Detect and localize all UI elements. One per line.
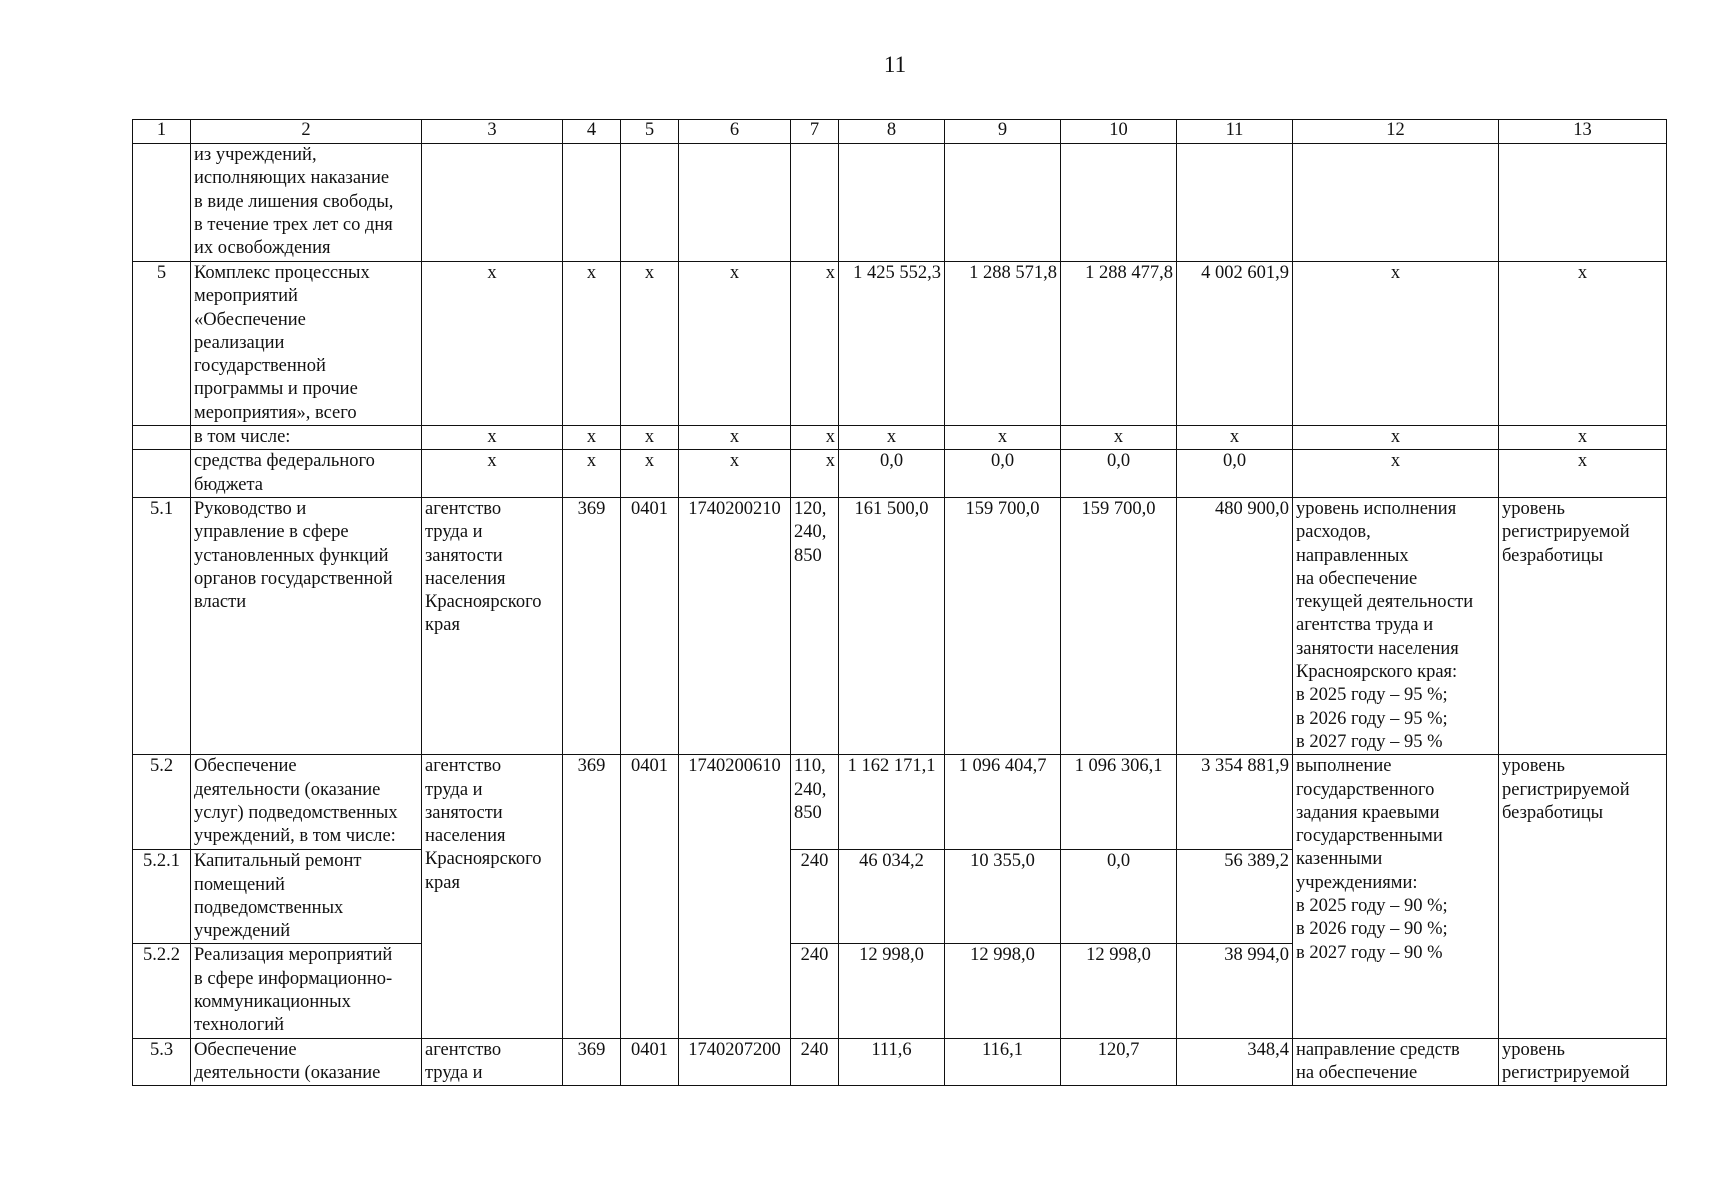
page-number: 11 (883, 52, 907, 77)
row-number: 5.2 (133, 755, 191, 850)
cell: 38 994,0 (1177, 944, 1293, 1038)
cell: х (679, 450, 791, 498)
cell: х (1293, 426, 1499, 450)
program-table (132, 119, 1667, 1086)
table-row (133, 426, 1667, 450)
header-cell: 3 (422, 120, 563, 144)
row-number: 5.2.2 (133, 944, 191, 1038)
cell: 369 (563, 1038, 621, 1086)
cell: х (1499, 426, 1667, 450)
cell: 111,6 (839, 1038, 945, 1086)
cell: выполнение государственного задания краевыми государственными казенными учреждениями: в 2025 году – 90 %; в 2026 году – 90 %; в 2027 году – 90 % (1293, 755, 1499, 1038)
cell: х (621, 262, 679, 426)
cell: х (621, 450, 679, 498)
cell (1293, 144, 1499, 262)
cell: 120, 240, 850 (791, 497, 839, 754)
row-name: из учреждений, исполняющих наказание в виде лишения свободы, в течение трех лет со дня их освобождения (191, 144, 422, 262)
cell: 1 096 306,1 (1061, 755, 1177, 850)
cell (945, 144, 1061, 262)
cell: 159 700,0 (1061, 497, 1177, 754)
cell: 1 288 477,8 (1061, 262, 1177, 426)
cell (1177, 144, 1293, 262)
row-number (133, 426, 191, 450)
cell (1499, 144, 1667, 262)
cell: х (1061, 426, 1177, 450)
cell: 56 389,2 (1177, 850, 1293, 944)
cell: х (791, 426, 839, 450)
row-name: Руководство и управление в сфере установленных функций органов государственной власти (191, 497, 422, 754)
cell (679, 144, 791, 262)
cell: 0,0 (945, 450, 1061, 498)
cell: 369 (563, 755, 621, 1038)
row-name: Капитальный ремонт помещений подведомственных учреждений (191, 850, 422, 944)
cell: 240 (791, 1038, 839, 1086)
cell: 161 500,0 (839, 497, 945, 754)
cell: уровень регистрируемой (1499, 1038, 1667, 1086)
cell: 240 (791, 944, 839, 1038)
cell: 12 998,0 (1061, 944, 1177, 1038)
cell: 1 288 571,8 (945, 262, 1061, 426)
cell: 348,4 (1177, 1038, 1293, 1086)
cell (791, 144, 839, 262)
cell: х (422, 262, 563, 426)
cell: х (1293, 450, 1499, 498)
cell: 10 355,0 (945, 850, 1061, 944)
row-name: Обеспечение деятельности (оказание услуг) подведомственных учреждений, в том числе: (191, 755, 422, 850)
cell: 110, 240, 850 (791, 755, 839, 850)
header-cell: 10 (1061, 120, 1177, 144)
header-cell: 2 (191, 120, 422, 144)
row-number (133, 450, 191, 498)
cell: 1740200610 (679, 755, 791, 1038)
table-row (133, 144, 1667, 262)
cell: 12 998,0 (945, 944, 1061, 1038)
cell: 0401 (621, 1038, 679, 1086)
cell: х (839, 426, 945, 450)
row-number: 5.2.1 (133, 850, 191, 944)
row-number (133, 144, 191, 262)
header-cell: 9 (945, 120, 1061, 144)
header-row (133, 120, 1667, 144)
cell: 1740207200 (679, 1038, 791, 1086)
cell: х (563, 426, 621, 450)
cell: 1740200210 (679, 497, 791, 754)
cell: х (945, 426, 1061, 450)
cell: 1 162 171,1 (839, 755, 945, 850)
cell: 240 (791, 850, 839, 944)
cell: 0,0 (1177, 450, 1293, 498)
cell (422, 144, 563, 262)
cell: 369 (563, 497, 621, 754)
cell: х (1499, 450, 1667, 498)
table-row (133, 450, 1667, 498)
cell: 1 096 404,7 (945, 755, 1061, 850)
table-row (133, 497, 1667, 754)
cell (1061, 144, 1177, 262)
table-row (133, 1038, 1667, 1086)
header-cell: 12 (1293, 120, 1499, 144)
cell: 159 700,0 (945, 497, 1061, 754)
row-number: 5.3 (133, 1038, 191, 1086)
cell: х (1293, 262, 1499, 426)
cell: х (563, 262, 621, 426)
cell: агентство труда и (422, 1038, 563, 1086)
header-cell: 6 (679, 120, 791, 144)
cell: 12 998,0 (839, 944, 945, 1038)
cell: х (563, 450, 621, 498)
row-name: Реализация мероприятий в сфере информационно- коммуникационных технологий (191, 944, 422, 1038)
cell: х (791, 262, 839, 426)
header-cell: 4 (563, 120, 621, 144)
cell: уровень регистрируемой безработицы (1499, 497, 1667, 754)
header-cell: 1 (133, 120, 191, 144)
cell: х (1499, 262, 1667, 426)
cell: 0401 (621, 755, 679, 1038)
cell: 0,0 (1061, 850, 1177, 944)
cell: 0,0 (1061, 450, 1177, 498)
row-name: средства федерального бюджета (191, 450, 422, 498)
cell: направление средств на обеспечение (1293, 1038, 1499, 1086)
row-name: Обеспечение деятельности (оказание (191, 1038, 422, 1086)
cell: 3 354 881,9 (1177, 755, 1293, 850)
cell: агентство труда и занятости населения Красноярского края (422, 755, 563, 1038)
header-cell: 5 (621, 120, 679, 144)
row-name: Комплекс процессных мероприятий «Обеспечение реализации государственной программы и прочие мероприятия», всего (191, 262, 422, 426)
cell: 4 002 601,9 (1177, 262, 1293, 426)
row-number: 5 (133, 262, 191, 426)
header-cell: 7 (791, 120, 839, 144)
cell (621, 144, 679, 262)
cell (563, 144, 621, 262)
cell: х (621, 426, 679, 450)
cell: 0,0 (839, 450, 945, 498)
table-row (133, 262, 1667, 426)
cell: х (422, 426, 563, 450)
header-cell: 13 (1499, 120, 1667, 144)
cell: 116,1 (945, 1038, 1061, 1086)
cell: агентство труда и занятости населения Красноярского края (422, 497, 563, 754)
cell: х (791, 450, 839, 498)
cell: 480 900,0 (1177, 497, 1293, 754)
table-row (133, 755, 1667, 850)
row-number: 5.1 (133, 497, 191, 754)
cell: уровень исполнения расходов, направленных на обеспечение текущей деятельности агентства труда и занятости населения Красноярского края: в 2025 году – 95 %; в 2026 году – 95 %; в 2027 году – 95 % (1293, 497, 1499, 754)
cell: х (422, 450, 563, 498)
cell: х (1177, 426, 1293, 450)
cell (839, 144, 945, 262)
cell: 120,7 (1061, 1038, 1177, 1086)
cell: 1 425 552,3 (839, 262, 945, 426)
cell: уровень регистрируемой безработицы (1499, 755, 1667, 1038)
cell: х (679, 426, 791, 450)
cell: х (679, 262, 791, 426)
cell: 0401 (621, 497, 679, 754)
row-name: в том числе: (191, 426, 422, 450)
header-cell: 8 (839, 120, 945, 144)
header-cell: 11 (1177, 120, 1293, 144)
cell: 46 034,2 (839, 850, 945, 944)
